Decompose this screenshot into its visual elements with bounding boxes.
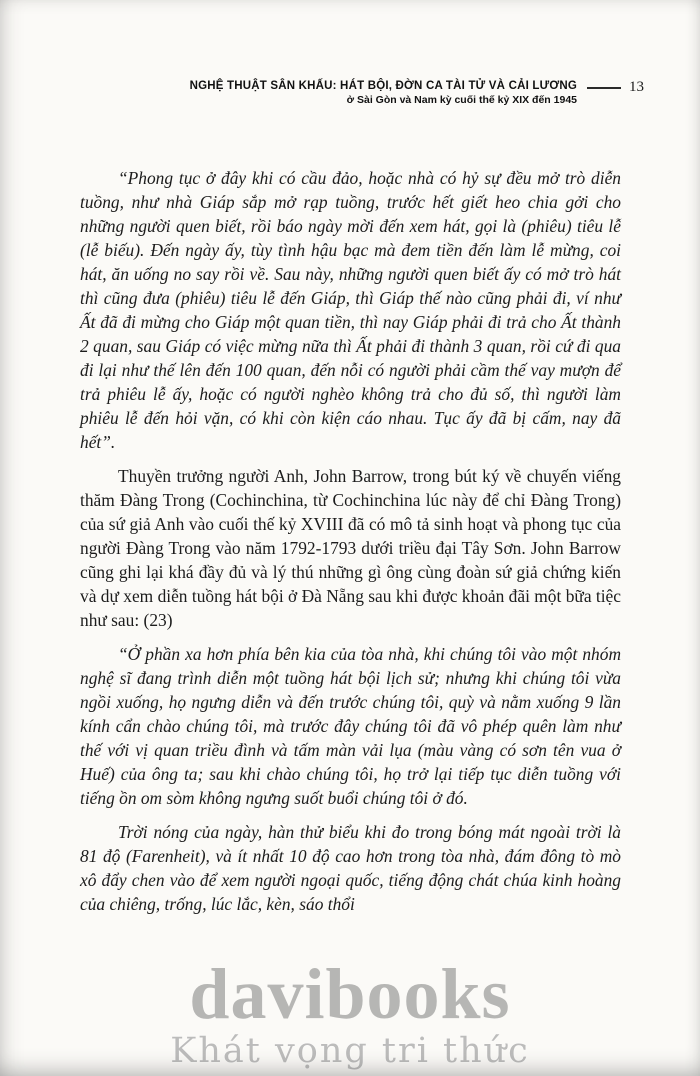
page-body bbox=[80, 166, 621, 926]
paragraph-quote-theatre: “Ở phần xa hơn phía bên kia của tòa nhà, khi chúng tôi vào một nhóm nghệ sĩ đang trình diễn một tuồng hát bội lịch sử; nhưng khi chúng tôi vừa ngồi xuống, họ ngưng diễn và đến trước chúng tôi, quỳ và nằm xuống 9 lần kính cẩn chào chúng tôi, mà trước đây chúng tôi đã vô phép quên làm như thế với vị quan triều đình và tấm màn vải lụa (màu vàng có sơn tên vua ở Huế) của ông ta; sau khi chào chúng tôi, họ trở lại tiếp tục diễn tuồng với tiếng ồn om sòm không ngưng suốt buổi chúng tôi ở đó. bbox=[80, 644, 621, 808]
watermark-tagline: Khát vọng tri thức bbox=[170, 1030, 530, 1071]
page-number-area bbox=[587, 80, 644, 95]
paragraph-narrative-john-barrow: Thuyền trưởng người Anh, John Barrow, trong bút ký về chuyến viếng thăm Đàng Trong (Cochinchina, từ Cochinchina lúc này để chỉ Đàng Trong) của sứ giả Anh vào cuối thế kỷ XVIII đã có mô tả sinh hoạt và phong tục của người Đàng Trong vào năm 1792-1793 dưới triều đại Tây Sơn. John Barrow cũng ghi lại khá đầy đủ và lý thú những gì ông cùng đoàn sứ giả chứng kiến và dự xem diễn tuồng hát bội ở Đà Nẵng sau khi được khoản đãi một bữa tiệc như sau: (23) bbox=[80, 466, 621, 630]
running-head-line2: ở Sài Gòn và Nam kỳ cuối thế kỷ XIX đến 1945 bbox=[346, 94, 577, 106]
paragraph-quote-phong-tuc: “Phong tục ở đây khi có cầu đảo, hoặc nhà có hỷ sự đều mở trò diễn tuồng, như nhà Giáp sắp mở rạp tuồng, trước hết giết heo chia gởi cho những người quen biết, rồi báo ngày mời đến xem hát, gọi là (phiêu) tiêu lễ (lễ biếu). Đến ngày ấy, tùy tình hậu bạc mà đem tiền đến làm lễ mừng, coi hát, ăn uống no say rồi về. Sau này, những người quen biết ấy có mở trò hát thì cũng đưa (phiêu) tiêu lễ đến Giáp, thì Giáp thế nào cũng phải đi, ví như Ất đã đi mừng cho Giáp một quan tiền, thì nay Giáp phải đi trả cho Ất thành 2 quan, sau Giáp có việc mừng nữa thì Ất phải đi thành 3 quan, rồi cứ đi qua đi lại như thế lên đến 100 quan, đến nỗi có người phải cầm thế vay mượn để trả phiêu lễ ấy, hoặc có người nghèo không trả cho đủ số, thì người làm phiêu lễ đến hỏi vặn, có khi còn kiện cáo nhau. Tục ấy đã bị cấm, nay đã hết”. bbox=[80, 168, 621, 452]
page-number-rule bbox=[587, 87, 621, 89]
page-number: 13 bbox=[629, 79, 644, 95]
page-header bbox=[190, 80, 644, 106]
running-head-line1: NGHỆ THUẬT SÂN KHẤU: HÁT BỘI, ĐỜN CA TÀI TỬ VÀ CẢI LƯƠNG bbox=[189, 80, 577, 92]
running-head bbox=[190, 80, 577, 106]
watermark-brand: davibooks bbox=[189, 953, 511, 1034]
watermark bbox=[0, 953, 700, 1071]
paragraph-quote-heat: Trời nóng của ngày, hàn thử biểu khi đo trong bóng mát ngoài trời là 81 độ (Farenheit), và ít nhất 10 độ cao hơn trong tòa nhà, đám đông tò mò xô đẩy chen vào để xem người ngoại quốc, tiếng động chát chúa kinh hoàng của chiêng, trống, lúc lắc, kèn, sáo thổi bbox=[80, 822, 621, 914]
